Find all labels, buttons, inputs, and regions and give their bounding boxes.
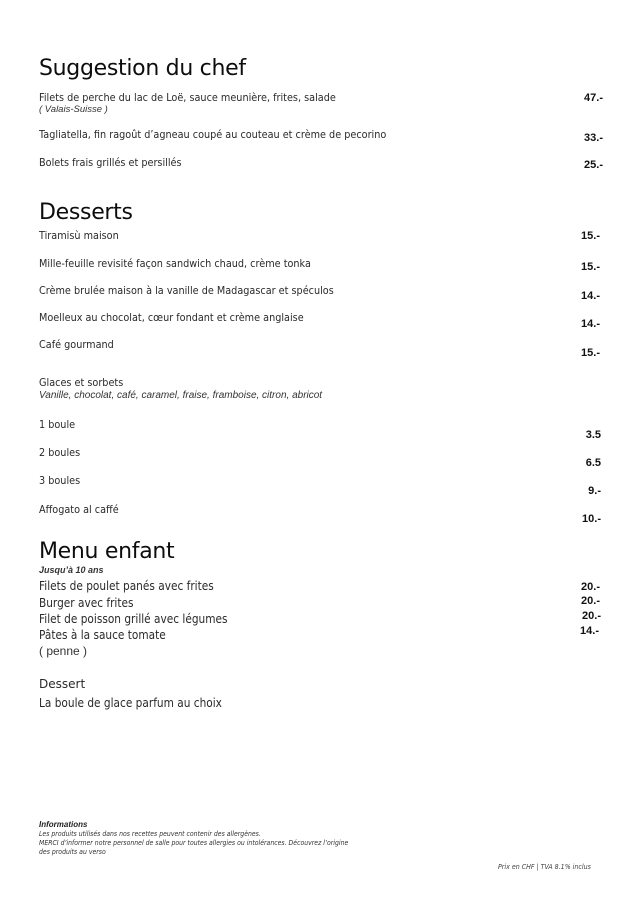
menu-item-price: 3.5 [585, 429, 601, 441]
enfant-dessert-title: Dessert [39, 677, 86, 691]
menu-item-note [39, 644, 87, 658]
menu-item-name: Filets de poulet panés avec frites [39, 579, 214, 593]
menu-item-price: 15.- [581, 261, 600, 273]
info-line: des produits au verso [39, 848, 106, 856]
menu-item-price: 15.- [581, 347, 600, 359]
menu-item-name: Tagliatella, fin ragoût d’agneau coupé au couteau et crème de pecorino [39, 128, 387, 141]
menu-item-price: 15.- [581, 230, 600, 242]
menu-item-price: 33.- [584, 132, 603, 144]
menu-item-name: Bolets frais grillés et persillés [39, 156, 182, 169]
enfant-dessert-item: La boule de glace parfum au choix [39, 696, 222, 710]
menu-item-price: 14.- [581, 290, 600, 302]
section-title-desserts: Desserts [39, 200, 133, 225]
info-text [39, 830, 348, 857]
menu-item-name: 3 boules [39, 474, 81, 487]
menu-item-price: 9.- [588, 485, 601, 497]
info-title: Informations [39, 820, 88, 829]
menu-item-price: 14.- [580, 625, 599, 637]
menu-item-name: Affogato al caffé [39, 503, 119, 516]
menu-item-name: Pâtes à la sauce tomate [39, 628, 166, 642]
penne-note: ( penne ) [39, 644, 88, 658]
info-line: MERCI d’informer notre personnel de salle pour toutes allergies ou intolérances. Découvrez l’origine [39, 839, 349, 847]
menu-item-price: 14.- [581, 318, 600, 330]
menu-item-price: 20.- [581, 595, 600, 607]
menu-item-name: Tiramisù maison [39, 229, 119, 242]
glaces-flavours: Vanille, chocolat, café, caramel, fraise, framboise, citron, abricot [39, 390, 323, 401]
menu-item-name: Burger avec frites [39, 596, 134, 610]
section-title-suggestion: Suggestion du chef [39, 56, 246, 81]
menu-item-price: 47.- [584, 92, 603, 104]
menu-item-price: 20.- [581, 581, 600, 593]
menu-item-price: 6.5 [585, 457, 601, 469]
menu-item-name: Filet de poisson grillé avec légumes [39, 612, 228, 626]
menu-item-price: 25.- [584, 159, 603, 171]
menu-item-name: Mille-feuille revisité façon sandwich chaud, crème tonka [39, 257, 311, 270]
menu-item-price: 20.- [582, 610, 601, 622]
section-title-enfant: Menu enfant [39, 539, 175, 564]
price-note: Prix en CHF | TVA 8.1% inclus [498, 863, 591, 871]
menu-item-note: ( Valais-Suisse ) [39, 104, 108, 115]
menu-item-name: 1 boule [39, 418, 76, 431]
info-line: Les produits utilisés dans nos recettes peuvent contenir des allergènes. [39, 830, 261, 838]
menu-item-name: Filets de perche du lac de Loë, sauce meunière, frites, salade [39, 91, 336, 104]
menu-item-name: 2 boules [39, 446, 81, 459]
menu-item-price: 10.- [582, 513, 601, 525]
glaces-title: Glaces et sorbets [39, 376, 124, 389]
menu-item-name: Moelleux au chocolat, cœur fondant et crème anglaise [39, 311, 304, 324]
menu-item-name: Crème brulée maison à la vanille de Madagascar et spéculos [39, 284, 334, 297]
menu-item-name: Café gourmand [39, 338, 114, 351]
enfant-subtitle: Jusqu’à 10 ans [39, 565, 104, 575]
